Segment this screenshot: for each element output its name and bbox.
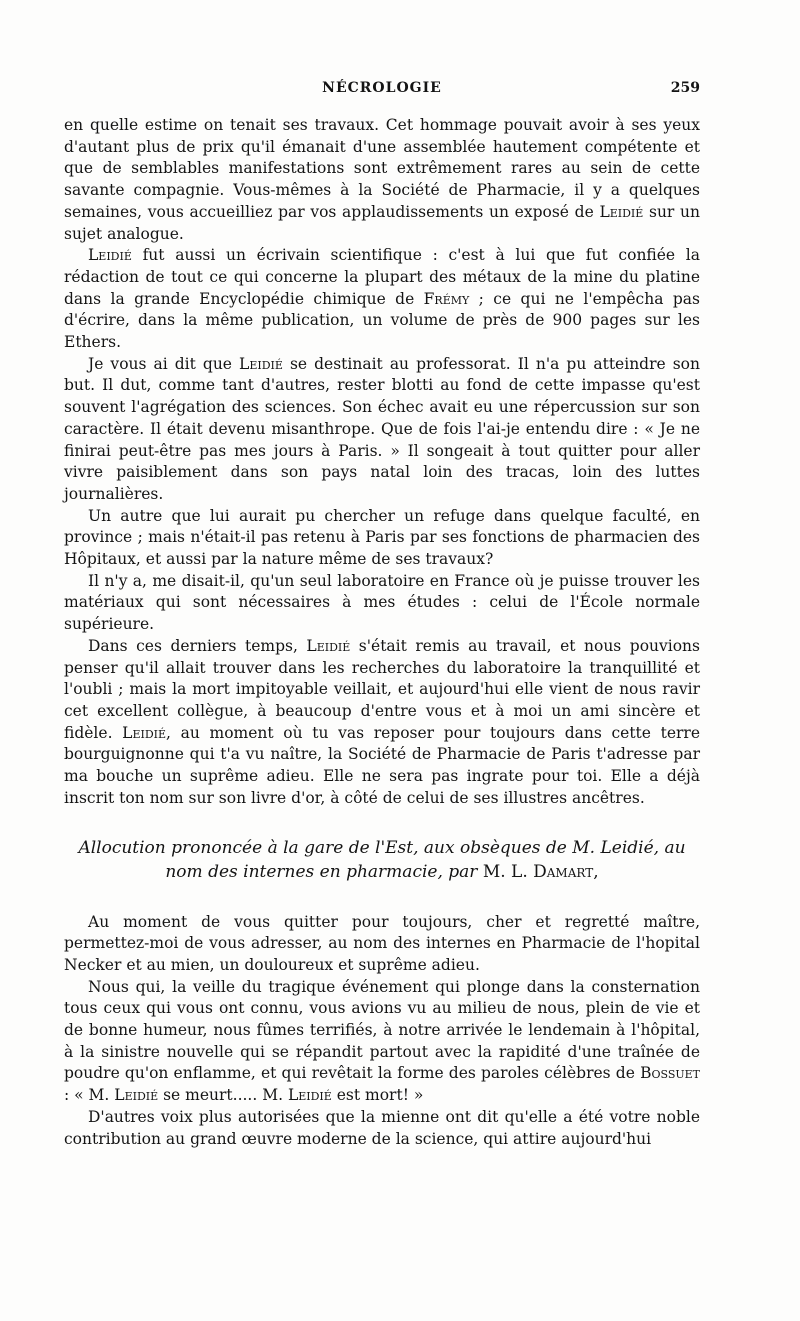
spacer [64,810,700,836]
text-run: : « M. [64,1086,115,1105]
person-name: Leidié [287,1086,332,1105]
paragraph [64,245,700,354]
person-name: Frémy [423,289,470,308]
paragraph: D'autres voix plus autorisées que la mienne ont dit qu'elle a été votre noble contribution au grand œuvre moderne de la science, qui attire aujourd'hui [64,1107,700,1148]
text-run: , au moment où tu vas reposer pour toujours dans cette terre bourguignonne qui t'a vu naître, la Société de Pharmacie de Paris t'adresse par ma bouche un suprême adieu. Elle ne sera pas ingrate pour toi. Elle a déjà inscrit ton nom sur son livre d'or, à côté de celui de ses illustres ancêtres. [64,723,700,807]
text-run: est mort! » [331,1086,424,1105]
running-header [64,80,700,104]
text-run: Dans ces derniers temps, [88,636,307,655]
text-run: fut aussi un écrivain scientifique : c'est à lui que fut confiée la rédaction de tout ce qui concerne la plupart des métaux de la mine du platine dans la grande Encyclopédie chimique de [64,246,700,308]
person-name: Leidié [88,246,132,265]
page-number: 259 [670,80,700,96]
heading-text: Allocution prononcée à la gare de l'Est, aux obsèques de M. Leidié, au nom des internes en pharmacie, par [78,837,686,882]
paragraph: Un autre que lui aurait pu chercher un refuge dans quelque faculté, en province ; mais n'était-il pas retenu à Paris par ses fonctions de pharmacien des Hôpitaux, et aussi par la nature même de ses travaux? [64,506,700,569]
text-run: sur un sujet analogue. [64,202,700,243]
text-run: ; ce qui ne l'empêcha pas d'écrire, dans la même publication, un volume de près de 900 pages sur les Ethers. [64,289,700,352]
section-heading [74,836,690,884]
text-run: Je vous ai dit que [88,354,240,373]
running-title: NÉCROLOGIE [322,80,442,96]
person-name: Leidié [114,1086,159,1105]
author-name: Damart [533,861,594,882]
paragraph [64,354,700,506]
paragraph: Au moment de vous quitter pour toujours, cher et regretté maître, permettez-moi de vous adresser, au nom des internes en Pharmacie de l'hopital Necker et au mien, un douloureux et suprême adieu. [64,912,700,974]
text-run: se destinait au professorat. Il n'a pu atteindre son but. Il dut, comme tant d'autres, rester blotti au fond de cette impasse qu'est souvent l'agrégation des sciences. Son échec avait eu une répercussion sur son caractère. Il était devenu misanthrope. Que de fois l'ai-je entendu dire : « Je ne finirai peut-être pas mes jours à Paris. » Il songeait à tout quitter pour aller vivre paisiblement dans son pays natal loin des tracas, loin des luttes journalières. [64,354,700,503]
text-run: s'était remis au travail, et nous pouvions penser qu'il allait trouver dans les recherches du laboratoire la tranquillité et l'oubli ; mais la mort impitoyable veillait, et aujourd'hui elle vient de nous ravir cet excellent collègue, à beaucoup d'entre vous et à moi un ami sincère et fidèle. [64,636,700,742]
paragraph [64,115,700,245]
paragraph [64,636,700,810]
person-name: Leidié [306,636,351,655]
text-run: Nous qui, la veille du tragique événement qui plonge dans la consternation tous ceux qui vous ont connu, vous avions vu au milieu de nous, plein de vie et de bonne humeur, nous fûmes terrifiés, à notre arrivée le lendemain à l'hôpital, à la sinistre nouvelle qui se répandit partout avec la rapidité d'une traînée de poudre qu'on enflamme, et qui revêtait la forme des paroles célèbres de [64,977,700,1083]
page-body [64,115,700,1150]
paragraph: Il n'y a, me disait-il, qu'un seul laboratoire en France où je puisse trouver les matériaux qui sont nécessaires à mes études : celui de l'École normale supérieure. [64,571,700,634]
spacer [64,884,700,912]
heading-punct: , [593,861,599,882]
person-name: Leidié [122,723,167,742]
paragraph [64,977,700,1107]
text-run: en quelle estime on tenait ses travaux. Cet hommage pouvait avoir à ses yeux d'autant plus de prix qu'il émanait d'une assemblée hautement compétente et que de semblables manifestations sont extrêmement rares au sein de cette savante compagnie. Vous-mêmes à la Société de Pharmacie, il y a quelques semaines, vous accueilliez par vos applaudissements un exposé de [64,116,700,221]
author-prefix: M. L. [477,861,534,882]
person-name: Leidié [599,202,644,221]
person-name: Leidié [239,354,283,373]
text-run: se meurt..... M. [158,1086,288,1105]
person-name: Bossuet [640,1064,700,1083]
